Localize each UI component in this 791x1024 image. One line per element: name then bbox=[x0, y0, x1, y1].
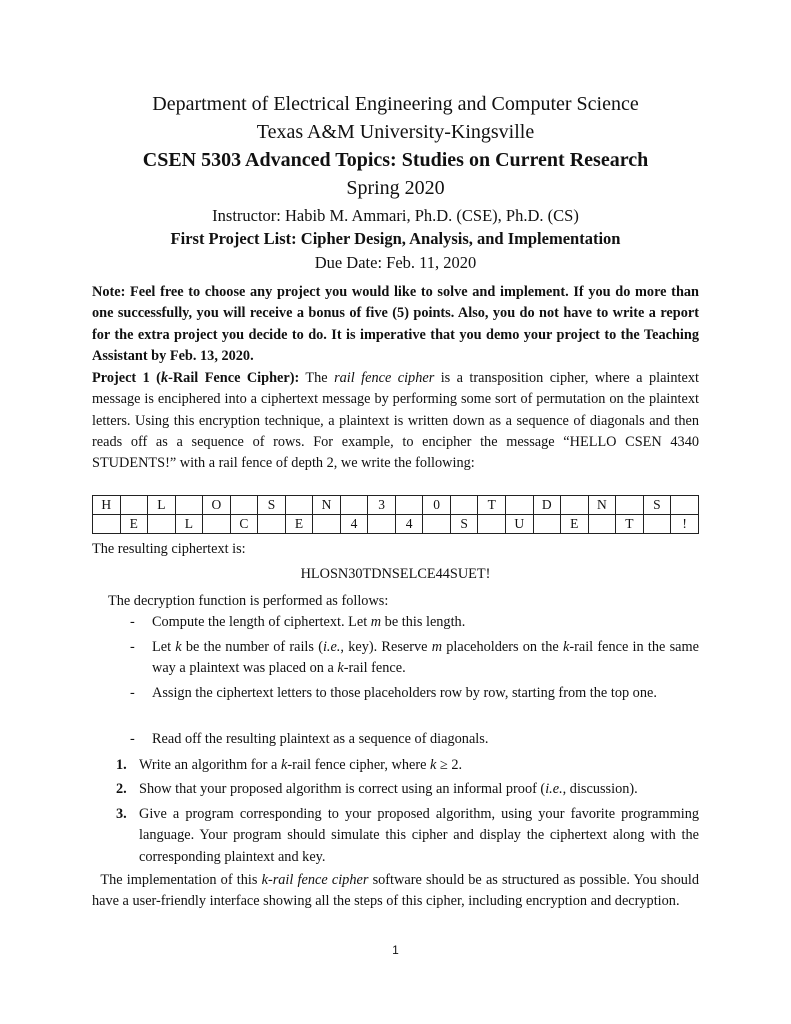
rail-cell bbox=[450, 496, 478, 515]
term-rail-fence: rail fence cipher bbox=[334, 370, 435, 386]
rail-cell bbox=[643, 515, 671, 534]
bullet-item: Let k be the number of rails (i.e., key). Reserve m placeholders on the k-rail fence in the same way a plaintext was placed on a k-rail fence. bbox=[152, 639, 699, 677]
rail-cell: 3 bbox=[368, 496, 396, 515]
rail-cell bbox=[671, 496, 699, 515]
rail-cell bbox=[561, 496, 589, 515]
closing-paragraph: The implementation of this k-rail fence cipher software should be as structured as possible. You should have a user-friendly interface showing all the steps of this cipher, including encryption and decryption. bbox=[92, 872, 700, 910]
rail-cell bbox=[285, 496, 313, 515]
rail-cell: N bbox=[588, 496, 616, 515]
ciphertext: HLOSN30TDNSELCE44SUET! bbox=[300, 566, 491, 582]
rail-cell: S bbox=[450, 515, 478, 534]
rail-cell bbox=[395, 496, 423, 515]
task-item: Show that your proposed algorithm is correct using an informal proof (i.e., discussion). bbox=[139, 781, 638, 797]
rail-cell bbox=[616, 496, 644, 515]
rail-cell: L bbox=[148, 496, 176, 515]
rail-cell bbox=[533, 515, 561, 534]
rail-cell bbox=[340, 496, 368, 515]
rail-cell bbox=[368, 515, 396, 534]
result-label: The resulting ciphertext is: bbox=[92, 541, 246, 557]
task-number: 1. bbox=[116, 757, 127, 773]
rail-cell bbox=[230, 496, 258, 515]
rail-cell: 4 bbox=[395, 515, 423, 534]
rail-cell bbox=[120, 496, 148, 515]
rail-row-1 bbox=[93, 496, 699, 515]
rail-row-2 bbox=[93, 515, 699, 534]
rail-cell: U bbox=[505, 515, 533, 534]
rail-cell: H bbox=[93, 496, 121, 515]
university-title: Texas A&M University-Kingsville bbox=[256, 121, 535, 143]
bullet-dash: - bbox=[130, 614, 135, 630]
task-item: Write an algorithm for a k-rail fence cipher, where k ≥ 2. bbox=[139, 757, 463, 773]
rail-cell: 4 bbox=[340, 515, 368, 534]
department-title: Department of Electrical Engineering and Computer Science bbox=[152, 93, 639, 115]
rail-cell bbox=[505, 496, 533, 515]
rail-cell: 0 bbox=[423, 496, 451, 515]
project1-paragraph: Project 1 (k-Rail Fence Cipher): The rail fence cipher is a transposition cipher, where a plaintext message is enciphered into a ciphertext message by performing some sort of permutation on the plaintext letters. Using this encryption technique, a plaintext is written down as a sequence of diagonals and then reads off as a sequence of rows. For example, to encipher the message “HELLO CSEN 4340 STUDENTS!” with a rail fence of depth 2, we write the following: bbox=[92, 370, 699, 472]
semester: Spring 2020 bbox=[346, 177, 445, 199]
bullet-dash: - bbox=[130, 639, 135, 655]
rail-cell: T bbox=[616, 515, 644, 534]
rail-cell bbox=[148, 515, 176, 534]
note-paragraph: Note: Feel free to choose any project you would like to solve and implement. If you do more than one successfully, you will receive a bonus of five (5) points. Also, you do not have to write a report for the extra project you decide to do. It is imperative that you demo your project to the Teaching Assistant by Feb. 13, 2020. bbox=[92, 284, 699, 364]
course-title: CSEN 5303 Advanced Topics: Studies on Current Research bbox=[142, 149, 649, 171]
task-number: 2. bbox=[116, 781, 127, 797]
project1-heading: Project 1 (k-Rail Fence Cipher): bbox=[92, 370, 300, 386]
rail-fence-table bbox=[92, 495, 699, 534]
rail-cell: C bbox=[230, 515, 258, 534]
rail-cell: S bbox=[643, 496, 671, 515]
rail-cell: T bbox=[478, 496, 506, 515]
rail-cell: ! bbox=[671, 515, 699, 534]
rail-cell bbox=[175, 496, 203, 515]
rail-cell bbox=[478, 515, 506, 534]
bullet-dash: - bbox=[130, 731, 135, 747]
due-date: Due Date: Feb. 11, 2020 bbox=[314, 253, 477, 272]
rail-cell: E bbox=[561, 515, 589, 534]
rail-cell: S bbox=[258, 496, 286, 515]
rail-cell: E bbox=[285, 515, 313, 534]
decryption-intro: The decryption function is performed as follows: bbox=[108, 593, 389, 609]
task-item: Give a program corresponding to your proposed algorithm, using your favorite programming language. Your program should simulate this cipher and display the ciphertext along with the corresponding plaintext and key. bbox=[139, 806, 699, 865]
rail-cell bbox=[93, 515, 121, 534]
bullet-dash: - bbox=[130, 685, 135, 701]
rail-cell bbox=[588, 515, 616, 534]
rail-cell bbox=[313, 515, 341, 534]
rail-cell bbox=[423, 515, 451, 534]
rail-cell: L bbox=[175, 515, 203, 534]
bullet-item: Compute the length of ciphertext. Let m be this length. bbox=[152, 614, 466, 630]
bullet-item: Read off the resulting plaintext as a sequence of diagonals. bbox=[152, 731, 489, 747]
page-number: 1 bbox=[392, 943, 399, 957]
rail-cell bbox=[258, 515, 286, 534]
rail-cell bbox=[203, 515, 231, 534]
rail-cell: D bbox=[533, 496, 561, 515]
task-number: 3. bbox=[116, 806, 127, 822]
project-list-title: First Project List: Cipher Design, Analysis, and Implementation bbox=[170, 229, 621, 248]
instructor: Instructor: Habib M. Ammari, Ph.D. (CSE), Ph.D. (CS) bbox=[212, 206, 579, 225]
rail-cell: O bbox=[203, 496, 231, 515]
rail-cell: N bbox=[313, 496, 341, 515]
rail-cell: E bbox=[120, 515, 148, 534]
bullet-item: Assign the ciphertext letters to those placeholders row by row, starting from the top one. bbox=[152, 685, 657, 701]
